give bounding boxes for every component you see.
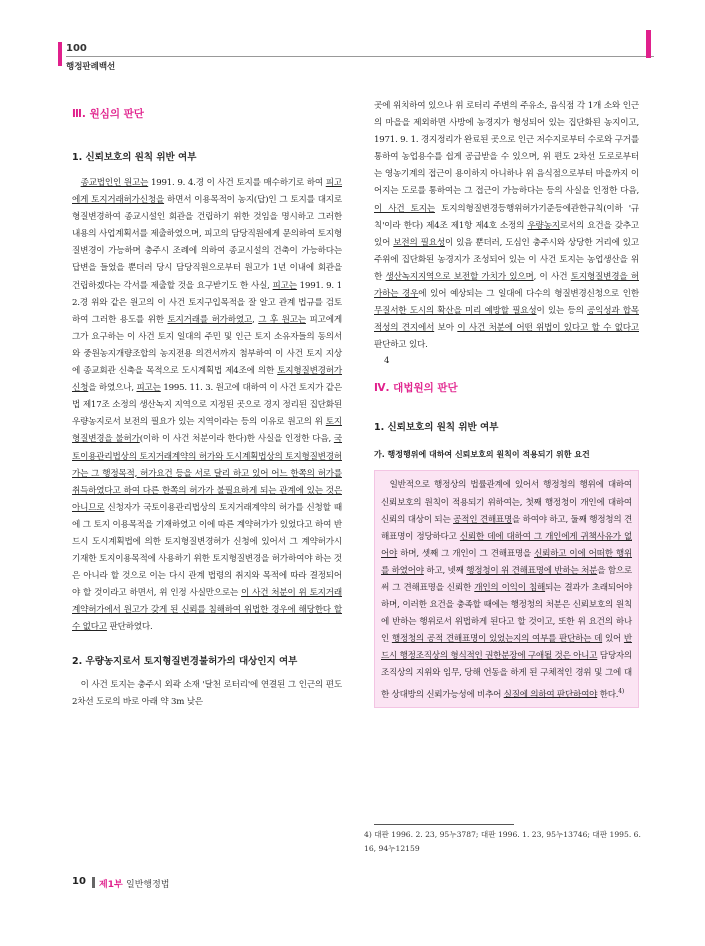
section-title-3: Ⅲ. 원심의 판단 (72, 108, 144, 120)
farmland-paragraph-start: 이 사건 토지는 충주시 외곽 소재 '달천 로터리'에 연결된 그 인근의 편도 2차선 도로의 바로 아래 약 3m 낮은 (72, 679, 342, 707)
header-rule (66, 56, 654, 57)
header-accent-bar (58, 42, 62, 66)
subsection-2-title: 2. 우량농지로서 토지형질변경불허가의 대상인지 여부 (72, 655, 298, 667)
footer-part-label: 제1부 (99, 880, 123, 890)
footnote-reference[interactable]: 4) (618, 687, 624, 695)
header-page-number: 100 (66, 43, 87, 54)
footer-page-number: 10 (72, 876, 86, 887)
original-judgment-paragraph: 종교법인인 원고는 1991. 9. 4.경 이 사건 토지를 매수하기로 하여 피고에게 토지거래허가신청을 하면서 이용목적이 농지(답)인 그 토지를 대지로 형질변경하여 종교시설인 회관을 건립하기 위한 것임을 명시하고 그러한 내용의 사업계획서를 제출하였으며, 피고의 담당직원에게 문의하여 토지형질변경이 가능하며 충주시 조례에 의하여 종교시설의 건축이 가능하다는 답변을 들었을 뿐더러 당시 담당직원으로부터 원고가 1년 이내에 회관을 건립하겠다는 각서를 제출할 것을 요구받기도 한 사실, 피고는 1991. 9. 12.경 위와 같은 원고의 이 사건 토지구입목적을 잘 알고 관계 법규를 검토하여 그러한 용도를 위한 토지거래를 허가하였고, 그 후 원고는 피고에게 그가 요구하는 이 사건 토지 일대의 주민 및 인근 토지 소유자들의 동의서와 중원농지개량조합의 농지전용 의견서까지 첨부하여 이 사건 토지 지상에 종교회관 신축을 목적으로 도시계획법 제4조에 의한 토지형질변경허가 신청을 하였으나, 피고는 1995. 11. 3. 원고에 대하여 이 사건 토지가 같은 법 제17조 소정의 생산녹지 지역으로 지정된 곳으로 경지 정리된 집단화된 우량농지로서 보전의 필요가 있는 지역이라는 등의 이유로 원고의 위 토지형질변경을 불허가(이하 이 사건 처분이라 한다)한 사실을 인정한 다음, 국토이용관리법상의 토지거래계약의 허가와 도시계획법상의 토지형질변경허가는 그 행정목적, 허가요건 등을 서로 달리 하고 있어 어느 한쪽의 허가를 취득하였다고 하여 다른 한쪽의 허가가 불필요하게 되는 관계에 있는 것은 아니므로 신청자가 국토이용관리법상의 토지거래계약의 허가를 신청할 때에 그 토지 이용목적을 기재하였고 이에 따른 계약허가가 있었다고 하여 반드시 도시계획법에 의한 토지형질변경허가 신청에 있어서 그 계약허가시 기재한 토지이용목적에 사용하기 위한 토지형질변경을 허가하여야 하는 것은 아니라 할 것으로 이는 다시 관계 법령의 취지와 목적에 따라 결정되어야 할 것이라고 하면서, 위 인정 사실만으로는 이 사건 처분이 위 토지거래계약허가에서 원고가 갖게 된 신뢰를 침해하여 위법한 경우에 해당한다 할 수 없다고 판단하였다. (72, 178, 343, 633)
subsection-ga-title: 가. 행정행위에 대하여 신뢰보호의 원칙이 적용되기 위한 요건 (374, 450, 590, 460)
section-title-4: Ⅳ. 대법원의 판단 (374, 382, 458, 395)
left-column (72, 98, 342, 711)
right-column (374, 98, 639, 708)
highlight-box (374, 470, 639, 708)
footnote-rule (374, 824, 514, 825)
header-book-title: 행정판례백선 (66, 62, 116, 72)
right-subsection-1-title: 1. 신뢰보호의 원칙 위반 여부 (374, 422, 499, 434)
subsection-1-title: 1. 신뢰보호의 원칙 위반 여부 (72, 152, 197, 163)
farmland-paragraph-continued: 곳에 위치하여 있으나 위 로터리 주변의 주유소, 음식점 각 1개 소와 인근의 마을을 제외하면 사방에 농경지가 형성되어 있는 집단화된 농지이고, 1971. 9. 1. 경지정리가 완료된 곳으로 인근 저수지로부터 수로와 구거를 통하여 농업용수를 쉽게 공급받을 수 있으며, 위 편도 2차선 도로로부터는 영농기계의 접근이 용이하지 아니하나 위 음식점으로부터 마을까지 이어지는 도로를 통하여는 그 접근이 가능하다는 등의 사실을 인정한 다음, 이 사건 토지는 토지의형질변경등행위허가기준등에관한규칙(이하 '규칙'이라 한다) 제4조 제1항 제4호 소정의 우량농지로서의 요건을 갖추고 있어 보전의 필요성이 있음 뿐더러, 도심인 충주시와 상당한 거리에 있고 주위에 집단화된 농경지가 조성되어 있는 이 사건 토지는 농업생산을 위한 생산녹지지역으로 보전할 가치가 있으며, 이 사건 토지형질변경을 허가하는 경우에 있어 예상되는 그 일대에 다수의 형질변경신청으로 인한 무질서한 도시의 확산을 미리 예방할 필요성이 있는 등의 공익성과 합목적성의 견지에서 보아 이 사건 처분에 어떤 위법이 있다고 할 수 없다고 판단하고 있다. (374, 101, 640, 351)
header-pink-tab (646, 30, 651, 58)
footer-part-title: 일반행정법 (126, 880, 170, 890)
marker-4: 4 (384, 356, 390, 367)
footer-divider (92, 877, 95, 888)
footnote-4: 4) 대판 1996. 2. 23, 95누3787; 대판 1996. 1. 23, 95누13746; 대판 1995. 6. 16, 94누12159 (364, 830, 641, 853)
supreme-court-reasoning: 일반적으로 행정상의 법률관계에 있어서 행정청의 행위에 대하여 신뢰보호의 원칙이 적용되기 위하여는, 첫째 행정청이 개인에 대하여 신뢰의 대상이 되는 공적인 견해표명을 하여야 하고, 둘째 행정청의 견해표명이 정당하다고 신뢰한 데에 대하여 그 개인에게 귀책사유가 없어야 하며, 셋째 그 개인이 그 견해표명을 신뢰하고 이에 어떠한 행위를 하였어야 하고, 넷째 행정청이 위 견해표명에 반하는 처분을 함으로써 그 견해표명을 신뢰한 개인의 이익이 침해되는 결과가 초래되어야 하며, 이러한 요건을 충족할 때에는 행정청의 처분은 신뢰보호의 원칙에 반하는 행위로서 위법하게 된다고 할 것이고, 또한 위 요건의 하나인 행정청의 공적 견해표명이 있었는지의 여부를 판단하는 데 있어 반드시 행정조직상의 형식적인 권한분장에 구애될 것은 아니고 담당자의 조직상의 지위와 임무, 당해 언동을 하게 된 구체적인 경위 및 그에 대한 상대방의 신뢰가능성에 비추어 실질에 의하여 판단하여야 한다.$^{4)}$ (381, 480, 633, 700)
